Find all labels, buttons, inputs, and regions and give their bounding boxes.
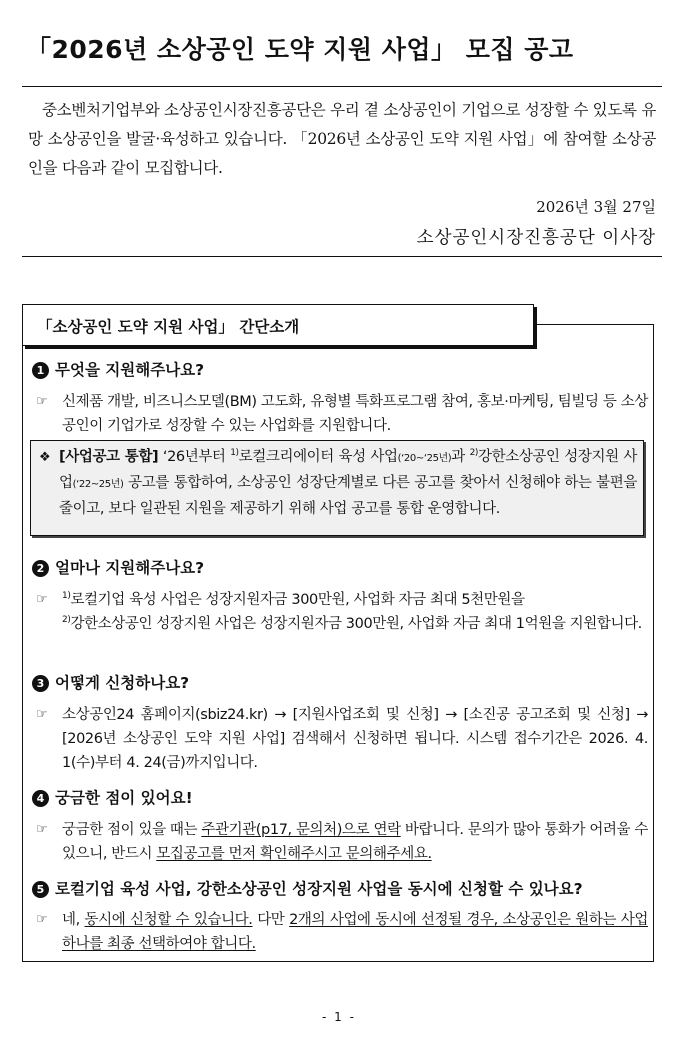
number-badge: 5: [32, 881, 49, 898]
pointing-hand-icon: ☞: [36, 822, 48, 837]
announcement-date: 2026년 3월 27일: [536, 198, 656, 216]
answer-3: [36, 703, 648, 775]
number-badge: 1: [32, 362, 49, 379]
contact-link-text: 주관기관(p17, 문의처)으로 연락: [201, 822, 401, 838]
question-2-text: 얼마나 지원해주나요?: [55, 559, 205, 577]
integration-note: ❖ [사업공고 통합] ‘26년부터 $^{1)}$로컬크리에이터 육성 사업(‘20~‘25년)과 $^{2)}$강한소상공인 성장지원 사업(‘22~25년) 공고를 통합하여, 소상공인 성장단계별로 다른 공고를 찾아서 신청해야 하는 불편을 줄이고, 보다 일관된 지원을 제공하기 위해 사업 공고를 통합 운영합니다.: [30, 440, 644, 536]
question-4-text: 궁금한 점이 있어요!: [55, 789, 193, 807]
question-1: [32, 358, 204, 380]
pointing-hand-icon: ☞: [36, 394, 48, 409]
answer-3-text: 소상공인24 홈페이지(sbiz24.kr) → [지원사업조회 및 신청] → [소진공 공고조회 및 신청] → [2026년 소상공인 도약 지원 사업] 검색해서 신청하면 됩니다. 시스템 접수기간은 2026. 4. 1(수)부터 4. 24(금)까지입니다.: [62, 707, 648, 771]
question-1-text: 무엇을 지원해주나요?: [55, 361, 205, 379]
pointing-hand-icon: ☞: [36, 592, 48, 607]
answer-2-line-2: 강한소상공인 성장지원 사업은 성장지원자금 300만원, 사업화 자금 최대 1억원을 지원합니다.: [70, 616, 642, 632]
page-title: 「2026년 소상공인 도약 지원 사업」 모집 공고: [26, 35, 574, 64]
diamond-icon: ❖: [39, 450, 51, 465]
question-3: [32, 671, 189, 693]
number-badge: 2: [32, 560, 49, 577]
answer-2-line-1: 로컬기업 육성 사업은 성장지원자금 300만원, 사업화 자금 최대 5천만원을: [70, 592, 525, 608]
number-badge: 4: [32, 790, 49, 807]
page-number: - 1 -: [322, 1010, 356, 1024]
pointing-hand-icon: ☞: [36, 912, 48, 927]
question-4: [32, 786, 193, 808]
number-badge: 3: [32, 675, 49, 692]
issuer-name: 소상공인시장진흥공단 이사장: [416, 228, 656, 248]
question-5-text: 로컬기업 육성 사업, 강한소상공인 성장지원 사업을 동시에 신청할 수 있나요?: [55, 880, 583, 898]
question-2: [32, 556, 204, 578]
summary-box-title: 「소상공인 도약 지원 사업」 간단소개: [22, 304, 534, 346]
answer-5: ☞ 네, 동시에 신청할 수 있습니다. 다만 2개의 사업에 동시에 선정될 경우, 소상공인은 원하는 사업 하나를 최종 선택하여야 합니다.: [36, 908, 648, 956]
intro-divider: [22, 256, 662, 257]
answer-1-text: 신제품 개발, 비즈니스모델(BM) 고도화, 유형별 특화프로그램 참여, 홍보·마케팅, 팀빌딩 등 소상공인이 기업가로 성장할 수 있는 사업화를 지원합니다.: [62, 394, 648, 434]
question-5: [32, 877, 583, 899]
answer-1: [36, 390, 648, 438]
note-label: [사업공고 통합]: [59, 449, 159, 465]
pointing-hand-icon: ☞: [36, 707, 48, 722]
intro-paragraph: 중소벤처기업부와 소상공인시장진흥공단은 우리 곁 소상공인이 기업으로 성장할 수 있도록 유망 소상공인을 발굴·육성하고 있습니다. 「2026년 소상공인 도약 지원 사업」에 참여할 소상공인을 다음과 같이 모집합니다.: [28, 101, 656, 177]
answer-2: ☞ $^{1)}$로컬기업 육성 사업은 성장지원자금 300만원, 사업화 자금 최대 5천만원을 $^{2)}$강한소상공인 성장지원 사업은 성장지원자금 300만원, 사업화 자금 최대 1억원을 지원합니다.: [36, 588, 648, 636]
answer-4: ☞ 궁금한 점이 있을 때는 주관기관(p17, 문의처)으로 연락 바랍니다. 문의가 많아 통화가 어려울 수 있으니, 반드시 모집공고를 먼저 확인해주시고 문의해주세요.: [36, 818, 648, 866]
question-3-text: 어떻게 신청하나요?: [55, 674, 190, 692]
title-divider: [22, 86, 662, 87]
